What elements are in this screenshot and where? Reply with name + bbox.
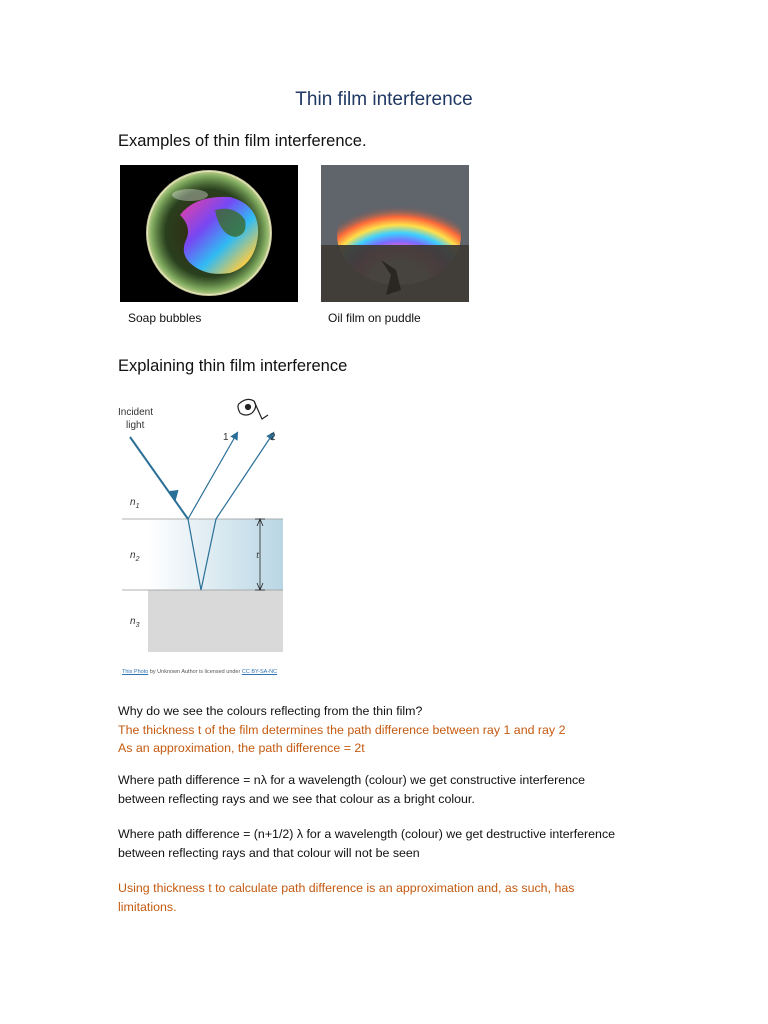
ray2-label: 2 [270, 432, 276, 443]
ray1-label: 1 [223, 432, 229, 443]
section-heading-examples: Examples of thin film interference. [118, 132, 367, 150]
substrate-layer [148, 590, 283, 652]
caption-oil-film: Oil film on puddle [328, 311, 421, 325]
page-title: Thin film interference [295, 89, 473, 110]
oil-film-image [321, 165, 469, 302]
answer-line-1: The thickness t of the film determines the path difference between ray 1 and ray 2 [118, 722, 566, 737]
question-paragraph [118, 702, 678, 758]
image-credit: This Photo by Unknown Author is licensed under CC BY-SA-NC [122, 669, 278, 675]
n3-label: $n_3$ [130, 616, 140, 629]
thickness-label: t [256, 550, 259, 561]
reflected-ray-2 [216, 435, 272, 519]
limitation-paragraph: Using thickness t to calculate path difference is an approximation and, as such, has limitations. [118, 881, 575, 914]
constructive-paragraph: Where path difference = nλ for a wavelength (colour) we get constructive interference between reflecting rays and we see that colour as a bright colour. [118, 773, 586, 806]
question-text: Why do we see the colours reflecting from the thin film? [118, 704, 423, 718]
thin-film-diagram [112, 395, 292, 660]
n2-label: $n_2$ [130, 550, 140, 563]
eye-icon [238, 399, 268, 419]
incident-label-line1: Incident [118, 407, 154, 418]
section-heading-explaining: Explaining thin film interference [118, 357, 348, 375]
soap-bubble-graphic [120, 165, 298, 302]
reflected-ray-1 [188, 435, 236, 519]
answer-line-2: As an approximation, the path difference = 2t [118, 741, 365, 755]
destructive-paragraph: Where path difference = (n+1/2) λ for a wavelength (colour) we get destructive interference between reflecting rays and that colour will not be seen [118, 827, 616, 860]
n1-label: $n_1$ [130, 497, 140, 510]
credit-license-link[interactable]: CC BY-SA-NC [241, 669, 278, 675]
oil-film-graphic [321, 165, 469, 302]
caption-soap-bubbles: Soap bubbles [128, 311, 202, 325]
soap-bubble-image [120, 165, 298, 302]
credit-photo-link[interactable]: This Photo [122, 669, 149, 675]
film-layer [148, 519, 283, 590]
incident-label-line2: light [126, 420, 145, 431]
